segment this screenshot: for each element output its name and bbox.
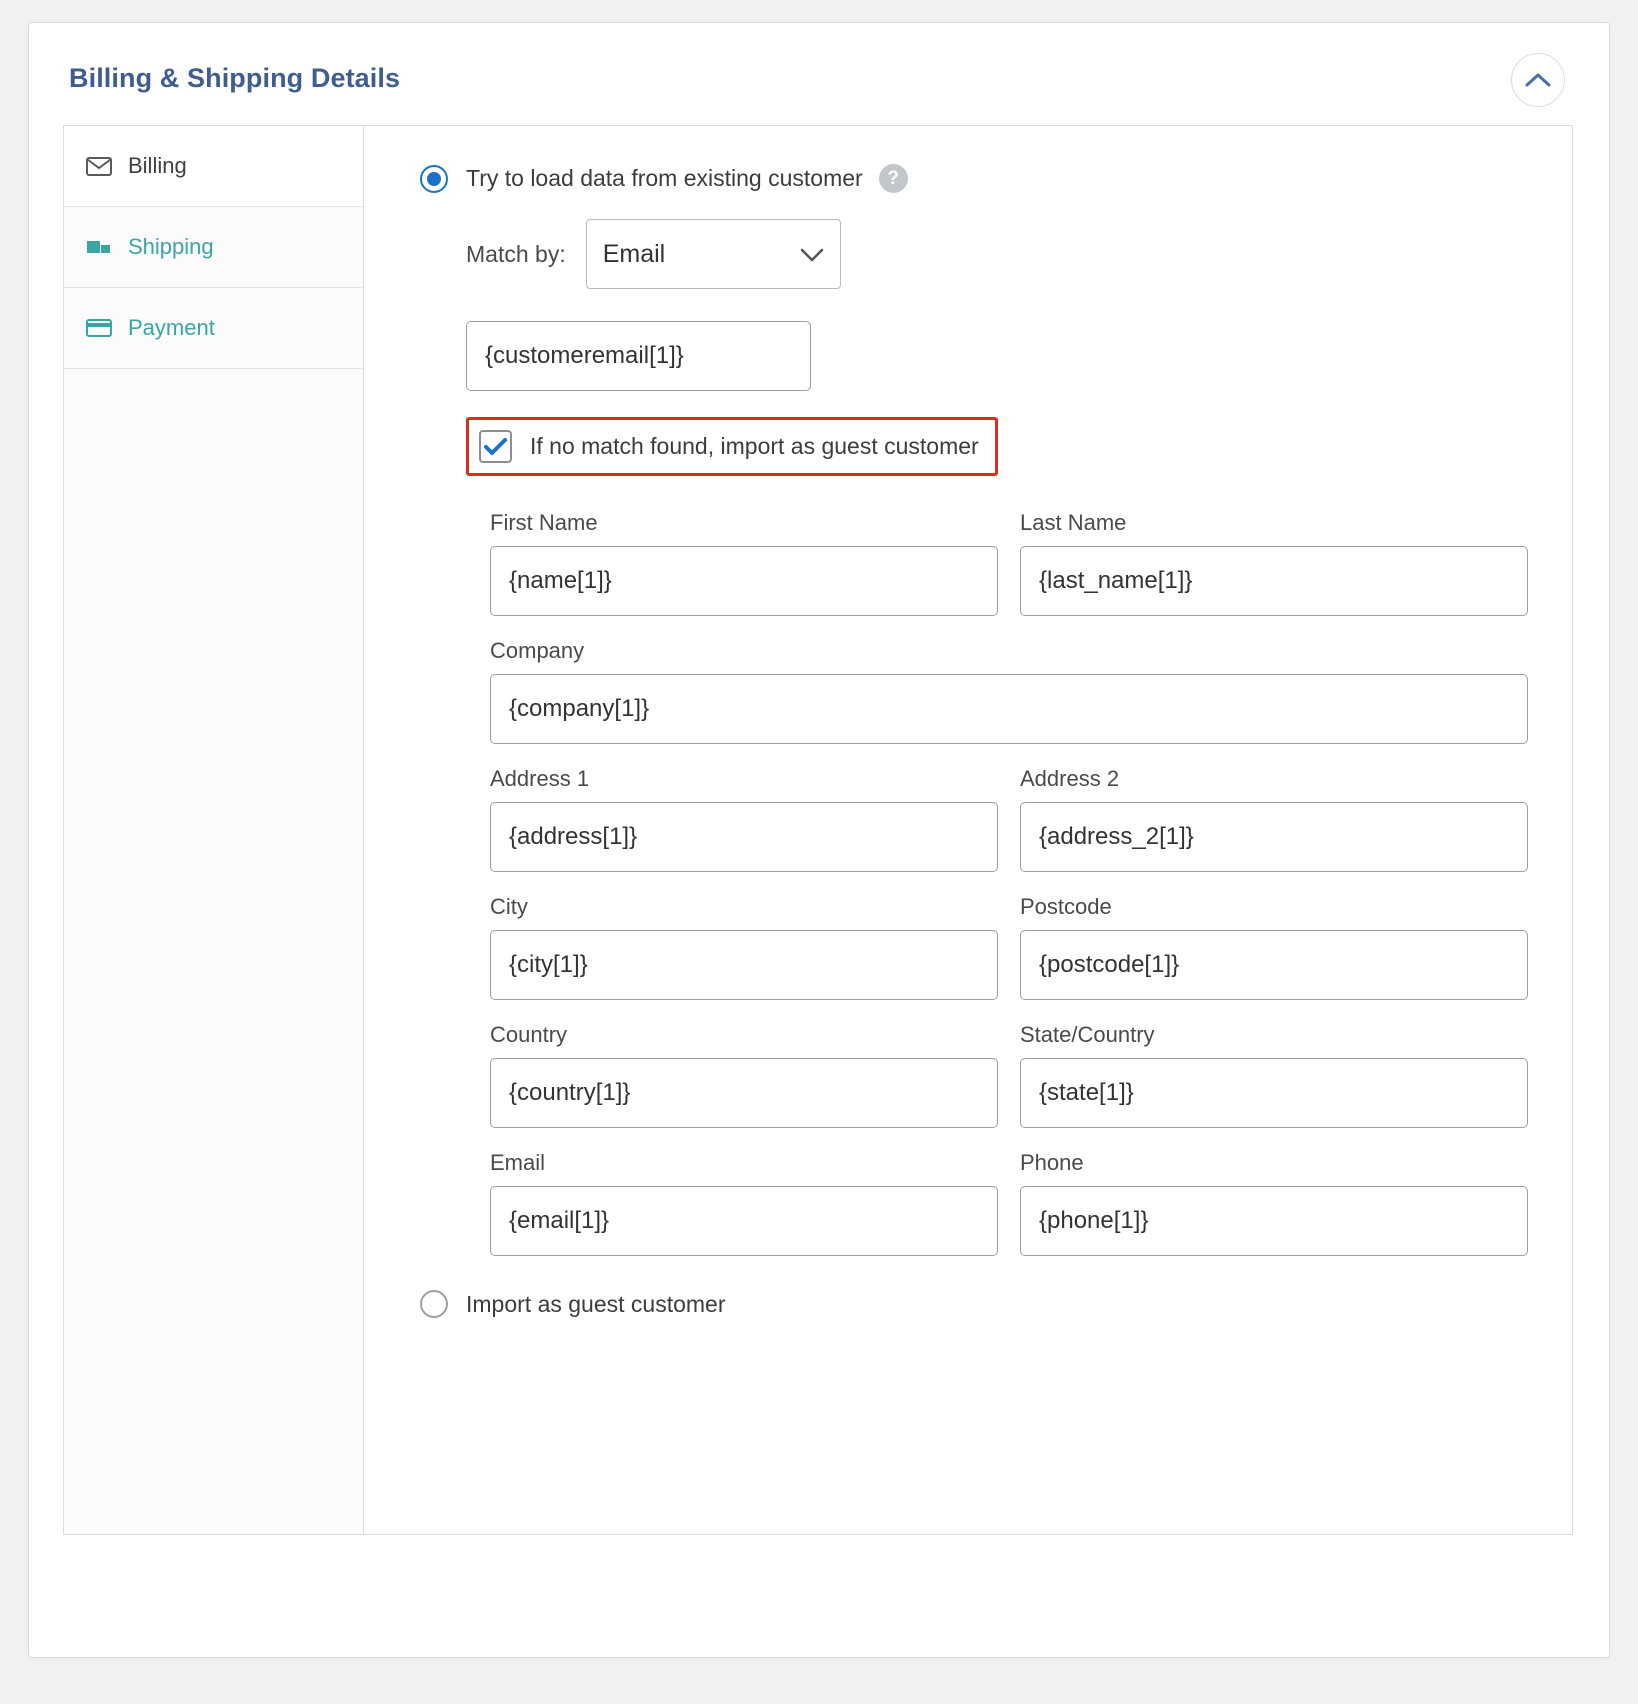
address-2-field[interactable] (1020, 802, 1528, 872)
envelope-icon (84, 157, 114, 176)
postcode-field[interactable] (1020, 930, 1528, 1000)
field-row-email-phone (490, 1150, 1528, 1256)
state-field[interactable] (1020, 1058, 1528, 1128)
city-label: City (490, 894, 528, 919)
match-by-row (466, 219, 1528, 289)
field-row-name (490, 510, 1528, 616)
email-label: Email (490, 1150, 546, 1175)
sidebar-item-shipping[interactable] (64, 207, 363, 288)
credit-card-icon (84, 318, 114, 338)
city-group (490, 894, 998, 1000)
first-name-field[interactable] (490, 546, 998, 616)
panel-header (29, 23, 1609, 119)
tab-list-filler (64, 369, 363, 1534)
city-field[interactable] (490, 930, 998, 1000)
company-field[interactable] (490, 674, 1528, 744)
field-row-country-state (490, 1022, 1528, 1128)
address-2-label: Address 2 (1020, 766, 1120, 791)
sidebar-item-shipping-label: Shipping (128, 234, 214, 259)
radio-import-as-guest-label: Import as guest customer (466, 1290, 726, 1317)
last-name-field[interactable] (1020, 546, 1528, 616)
country-value: {country[1]} (509, 1079, 631, 1106)
checkbox-guest-fallback-label: If no match found, import as guest customer (530, 433, 979, 459)
postcode-label: Postcode (1020, 894, 1112, 919)
last-name-label: Last Name (1020, 510, 1127, 535)
first-name-group (490, 510, 998, 616)
company-label: Company (490, 638, 585, 663)
address-1-label: Address 1 (490, 766, 590, 791)
import-guest-row (420, 1290, 1528, 1318)
last-name-value: {last_name[1]} (1039, 567, 1193, 594)
address-1-value: {address[1]} (509, 823, 638, 850)
address-2-group (1020, 766, 1528, 872)
match-value-text: {customeremail[1]} (485, 342, 684, 369)
field-row-city-postcode (490, 894, 1528, 1000)
address-1-field[interactable] (490, 802, 998, 872)
state-value: {state[1]} (1039, 1079, 1134, 1106)
postcode-value: {postcode[1]} (1039, 951, 1180, 978)
phone-value: {phone[1]} (1039, 1207, 1149, 1234)
tab-list (64, 126, 364, 1534)
first-name-label: First Name (490, 510, 598, 535)
phone-group (1020, 1150, 1528, 1256)
phone-label: Phone (1020, 1150, 1084, 1175)
collapse-panel-button[interactable] (1511, 53, 1565, 107)
postcode-group (1020, 894, 1528, 1000)
country-group (490, 1022, 998, 1128)
radio-load-existing-customer-label: Try to load data from existing customer (466, 165, 863, 191)
state-label: State/Country (1020, 1022, 1155, 1047)
state-group (1020, 1022, 1528, 1128)
country-field[interactable] (490, 1058, 998, 1128)
page-title: Billing & Shipping Details (69, 63, 401, 93)
city-value: {city[1]} (509, 951, 588, 978)
country-label: Country (490, 1022, 568, 1047)
chevron-up-icon (1525, 72, 1551, 88)
address-fields (490, 510, 1528, 1256)
sidebar-item-payment[interactable] (64, 288, 363, 369)
email-value: {email[1]} (509, 1207, 610, 1234)
match-by-label: Match by: (466, 240, 566, 267)
phone-field[interactable] (1020, 1186, 1528, 1256)
radio-load-existing-customer[interactable] (420, 165, 448, 193)
question-mark-icon[interactable]: ? (879, 164, 908, 193)
company-group (490, 638, 1528, 744)
chevron-down-icon (800, 240, 824, 269)
load-existing-customer-row (420, 164, 1528, 193)
last-name-group (1020, 510, 1528, 616)
address-2-value: {address_2[1]} (1039, 823, 1194, 850)
match-by-select[interactable] (586, 219, 841, 289)
sidebar-item-payment-label: Payment (128, 315, 215, 340)
match-by-selected-value: Email (602, 239, 666, 268)
sidebar-item-billing[interactable] (64, 126, 363, 207)
company-value: {company[1]} (509, 695, 650, 722)
truck-icon (84, 237, 114, 257)
sidebar-item-billing-label: Billing (128, 153, 187, 178)
email-group (490, 1150, 998, 1256)
address-1-group (490, 766, 998, 872)
guest-fallback-highlight (466, 417, 998, 476)
field-row-address (490, 766, 1528, 872)
match-value-input[interactable] (466, 321, 811, 391)
billing-shipping-panel (28, 22, 1610, 1658)
field-row-company (490, 638, 1528, 744)
billing-form (364, 126, 1572, 1534)
checkbox-guest-fallback[interactable] (479, 430, 512, 463)
email-field[interactable] (490, 1186, 998, 1256)
first-name-value: {name[1]} (509, 567, 612, 594)
radio-import-as-guest[interactable] (420, 1290, 448, 1318)
panel-body (63, 125, 1573, 1535)
